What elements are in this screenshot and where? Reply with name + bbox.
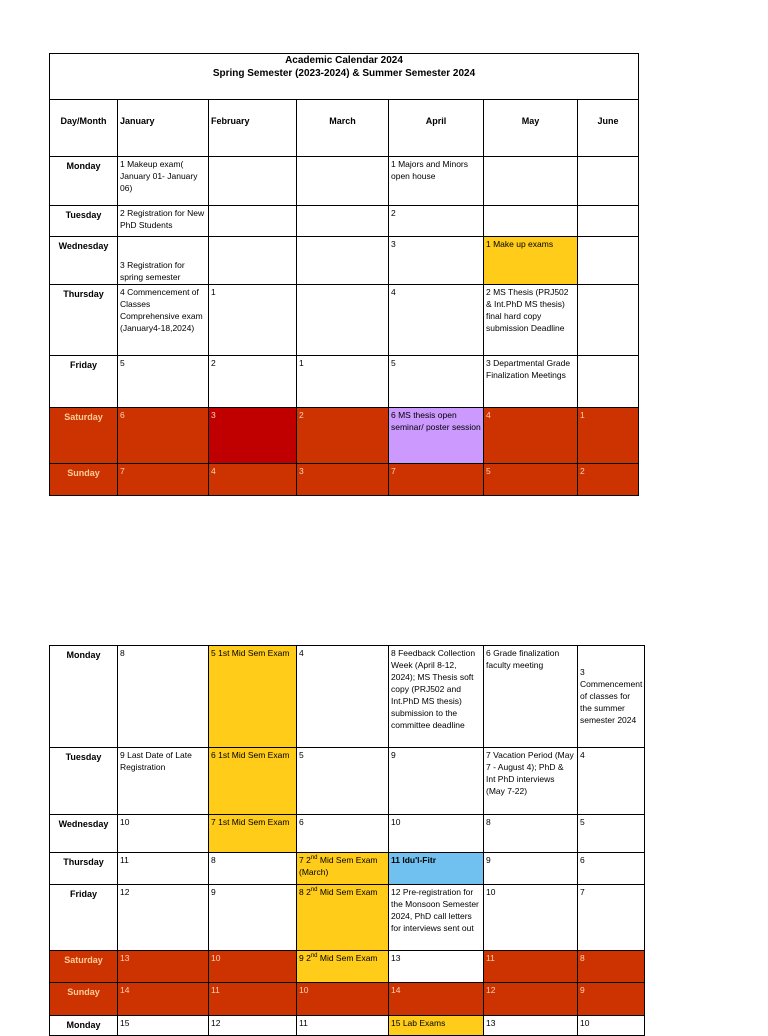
table-row-monday — [50, 157, 639, 206]
day-label: Saturday — [50, 408, 118, 464]
table-row-tuesday — [50, 206, 639, 237]
cell-june — [578, 237, 639, 285]
cell-february: 10 — [209, 951, 297, 983]
cell-january: 6 — [118, 408, 209, 464]
day-label: Tuesday — [50, 748, 118, 815]
cell-may — [484, 206, 578, 237]
cell-may: 13 — [484, 1016, 578, 1036]
calendar-table-jan-jun-week1 — [49, 53, 639, 496]
table-row-thursday — [50, 285, 639, 356]
ordinal-suffix: nd — [310, 855, 318, 862]
cell-june: 7 — [578, 885, 645, 951]
cell-january: 10 — [118, 815, 209, 853]
header-month-april: April — [389, 100, 484, 157]
exam-label: Mid Sem Exam (March) — [299, 855, 378, 877]
cell-february-exam: 5 1st Mid Sem Exam — [209, 646, 297, 748]
cell-june: 6 — [578, 853, 645, 885]
cell-march: 6 — [297, 815, 389, 853]
header-month-may: May — [484, 100, 578, 157]
day-label: Friday — [50, 356, 118, 408]
cell-june — [578, 206, 639, 237]
cell-march-exam — [297, 951, 389, 983]
day-label: Sunday — [50, 464, 118, 496]
cell-april: 12 Pre-registration for the Monsoon Semester 2024, PhD call letters for interviews sent out — [389, 885, 484, 951]
cell-january: 4 Commencement of Classes Comprehensive exam (January4-18,2024) — [118, 285, 209, 356]
table-row-saturday — [50, 951, 645, 983]
cell-february: 3 — [209, 408, 297, 464]
cell-april: 9 — [389, 748, 484, 815]
cell-january: 3 Registration for spring semester — [118, 237, 209, 285]
cell-june: 1 — [578, 408, 639, 464]
day-label: Tuesday — [50, 206, 118, 237]
table-row-wednesday — [50, 237, 639, 285]
cell-february — [209, 237, 297, 285]
cell-february: 11 — [209, 983, 297, 1016]
cell-june — [578, 356, 639, 408]
ordinal-suffix: nd — [310, 887, 318, 894]
exam-day-number: 7 2 — [299, 855, 311, 865]
cell-june: 3 Commencement of classes for the summer semester 2024 — [578, 646, 645, 748]
cell-march: 4 — [297, 646, 389, 748]
day-label: Saturday — [50, 951, 118, 983]
cell-may: 12 — [484, 983, 578, 1016]
cell-march: 1 — [297, 356, 389, 408]
cell-april: 10 — [389, 815, 484, 853]
header-row — [50, 100, 639, 157]
cell-june: 5 — [578, 815, 645, 853]
cell-january: 2 Registration for New PhD Students — [118, 206, 209, 237]
header-day-month: Day/Month — [50, 100, 118, 157]
cell-june: 4 — [578, 748, 645, 815]
table-row-monday — [50, 1016, 645, 1036]
header-month-january: January — [118, 100, 209, 157]
cell-march — [297, 285, 389, 356]
cell-january: 11 — [118, 853, 209, 885]
cell-april: 5 — [389, 356, 484, 408]
cell-february: 1 — [209, 285, 297, 356]
cell-june — [578, 157, 639, 206]
cell-june: 2 — [578, 464, 639, 496]
calendar-title-line1: Academic Calendar 2024 — [285, 55, 403, 66]
day-label: Wednesday — [50, 237, 118, 285]
cell-april-holiday: 11 Idu'l-Fitr — [389, 853, 484, 885]
exam-label: Mid Sem Exam — [317, 887, 378, 897]
cell-june: 8 — [578, 951, 645, 983]
calendar-table-jan-jun-week2 — [49, 645, 645, 1036]
cell-may: 6 Grade finalization faculty meeting — [484, 646, 578, 748]
table-row-wednesday — [50, 815, 645, 853]
cell-april: 13 — [389, 951, 484, 983]
cell-april-seminar: 6 MS thesis open seminar/ poster session — [389, 408, 484, 464]
day-label: Monday — [50, 1016, 118, 1036]
cell-march: 5 — [297, 748, 389, 815]
cell-january: 7 — [118, 464, 209, 496]
cell-february — [209, 157, 297, 206]
table-row-monday — [50, 646, 645, 748]
cell-february-exam: 6 1st Mid Sem Exam — [209, 748, 297, 815]
cell-may: 11 — [484, 951, 578, 983]
cell-april: 7 — [389, 464, 484, 496]
cell-january: 1 Makeup exam( January 01- January 06) — [118, 157, 209, 206]
cell-february: 12 — [209, 1016, 297, 1036]
cell-april: 8 Feedback Collection Week (April 8-12, 2024); MS Thesis soft copy (PRJ502 and Int.PhD MS thesis) submission to the committee deadline — [389, 646, 484, 748]
header-month-february: February — [209, 100, 297, 157]
cell-may: 9 — [484, 853, 578, 885]
cell-may: 7 Vacation Period (May 7 - August 4); PhD & Int PhD interviews (May 7-22) — [484, 748, 578, 815]
cell-february: 8 — [209, 853, 297, 885]
cell-may: 5 — [484, 464, 578, 496]
cell-february: 4 — [209, 464, 297, 496]
day-label: Friday — [50, 885, 118, 951]
cell-february: 2 — [209, 356, 297, 408]
cell-february: 9 — [209, 885, 297, 951]
cell-january: 13 — [118, 951, 209, 983]
cell-april: 3 — [389, 237, 484, 285]
header-month-june: June — [578, 100, 639, 157]
cell-march — [297, 157, 389, 206]
table-row-friday — [50, 356, 639, 408]
table-row-sunday — [50, 983, 645, 1016]
calendar-title — [50, 54, 639, 100]
day-label: Thursday — [50, 285, 118, 356]
cell-march — [297, 206, 389, 237]
cell-may: 10 — [484, 885, 578, 951]
day-label: Thursday — [50, 853, 118, 885]
cell-may: 8 — [484, 815, 578, 853]
cell-march: 11 — [297, 1016, 389, 1036]
day-label: Wednesday — [50, 815, 118, 853]
cell-february — [209, 206, 297, 237]
cell-april: 14 — [389, 983, 484, 1016]
table-row-sunday — [50, 464, 639, 496]
cell-may: 4 — [484, 408, 578, 464]
cell-march: 10 — [297, 983, 389, 1016]
header-month-march: March — [297, 100, 389, 157]
day-label: Monday — [50, 157, 118, 206]
exam-day-number: 8 2 — [299, 887, 311, 897]
cell-january: 15 — [118, 1016, 209, 1036]
day-label: Monday — [50, 646, 118, 748]
cell-april: 4 — [389, 285, 484, 356]
table-row-friday — [50, 885, 645, 951]
cell-june: 9 — [578, 983, 645, 1016]
cell-march: 3 — [297, 464, 389, 496]
cell-april: 2 — [389, 206, 484, 237]
table-row-thursday — [50, 853, 645, 885]
cell-january: 12 — [118, 885, 209, 951]
cell-may: 3 Departmental Grade Finalization Meetings — [484, 356, 578, 408]
cell-april: 1 Majors and Minors open house — [389, 157, 484, 206]
exam-label: Mid Sem Exam — [317, 953, 378, 963]
cell-june — [578, 285, 639, 356]
cell-march: 2 — [297, 408, 389, 464]
cell-june: 10 — [578, 1016, 645, 1036]
cell-january: 9 Last Date of Late Registration — [118, 748, 209, 815]
day-label: Sunday — [50, 983, 118, 1016]
cell-may — [484, 157, 578, 206]
cell-january: 5 — [118, 356, 209, 408]
exam-day-number: 9 2 — [299, 953, 311, 963]
cell-february-exam: 7 1st Mid Sem Exam — [209, 815, 297, 853]
cell-january: 14 — [118, 983, 209, 1016]
cell-january: 8 — [118, 646, 209, 748]
cell-march-exam — [297, 885, 389, 951]
cell-march-exam — [297, 853, 389, 885]
cell-may-exam: 1 Make up exams — [484, 237, 578, 285]
table-row-saturday — [50, 408, 639, 464]
cell-may: 2 MS Thesis (PRJ502 & Int.PhD MS thesis) final hard copy submission Deadline — [484, 285, 578, 356]
calendar-title-line2: Spring Semester (2023-2024) & Summer Semester 2024 — [212, 68, 476, 79]
ordinal-suffix: nd — [310, 953, 318, 960]
cell-april-lab-exams: 15 Lab Exams — [389, 1016, 484, 1036]
table-row-tuesday — [50, 748, 645, 815]
cell-march — [297, 237, 389, 285]
